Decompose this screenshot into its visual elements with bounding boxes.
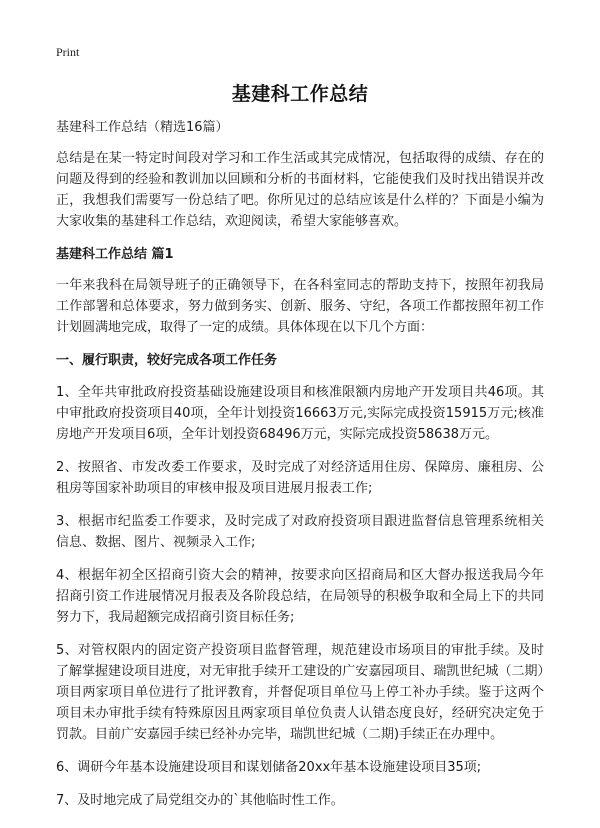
list-item-7: 7、及时地完成了局党组交办的`其他临时性工作。: [56, 793, 344, 808]
list-item-5: 5、对管权限内的固定资产投资项目监督管理，规范建设市场项目的审批手续。及时了解掌握建设项目进度，对无审批手续开工建设的广安嘉园项目、瑞凯世纪城（二期）项目两家项目单位进行了批评教育，并督促项目单位马上停工补办手续。鉴于这两个项目未办审批手续有特殊原因且两家项目单位负责人认错态度良好，经研究决定免于罚款。目前广安嘉园手续已经补办完毕，瑞凯世纪城（二期)手续正在办理中。: [56, 643, 544, 742]
print-label[interactable]: Print: [56, 45, 80, 59]
subtitle: 基建科工作总结（精选16篇）: [56, 120, 229, 135]
section-subheading: 一、履行职责，较好完成各项工作任务: [56, 353, 278, 368]
list-item-3: 3、根据市纪监委工作要求，及时完成了对政府投资项目跟进监督信息管理系统相关信息、数据、图片、视频录入工作;: [56, 514, 544, 550]
document-body: [56, 117, 544, 811]
intro-paragraph: 总结是在某一特定时间段对学习和工作生活或其完成情况，包括取得的成绩、存在的问题及得到的经验和教训加以回顾和分析的书面材料，它能使我们及时找出错误并改正，我想我们需要写一份总结了吧。你所见过的总结应该是什么样的？下面是小编为大家收集的基建科工作总结，欢迎阅读，希望大家能够喜欢。: [56, 151, 544, 229]
page-title: 基建科工作总结: [231, 83, 369, 105]
list-item-4: 4、根据年初全区招商引资大会的精神，按要求向区招商局和区大督办报送我局今年招商引资工作进展情况月报表及各阶段总结，在局领导的积极争取和全局上下的共同努力下，我局超额完成招商引资目标任务;: [56, 568, 544, 625]
section-paragraph: 一年来我科在局领导班子的正确领导下，在各科室同志的帮助支持下，按照年初我局工作部署和总体要求，努力做到务实、创新、服务、守纪，各项工作都按照年初工作计划圆满地完成，取得了一定的成绩。具体体现在以下几个方面：: [56, 278, 544, 335]
list-item-6: 6、调研今年基本设施建设项目和谋划储备20xx年基本设施建设项目35项;: [56, 760, 482, 775]
list-item-2: 2、按照省、市发改委工作要求，及时完成了对经济适用住房、保障房、廉租房、公租房等国家补助项目的审核申报及项目进展月报表工作;: [56, 460, 544, 496]
section-heading: 基建科工作总结 篇1: [56, 247, 174, 262]
list-item-1: 1、全年共审批政府投资基础设施建设项目和核准限额内房地产开发项目共46项。其中审批政府投资项目40项，全年计划投资16663万元,实际完成投资15915万元;核准房地产开发项目6项，全年计划投资68496万元，实际完成投资58638万元。: [56, 385, 544, 442]
